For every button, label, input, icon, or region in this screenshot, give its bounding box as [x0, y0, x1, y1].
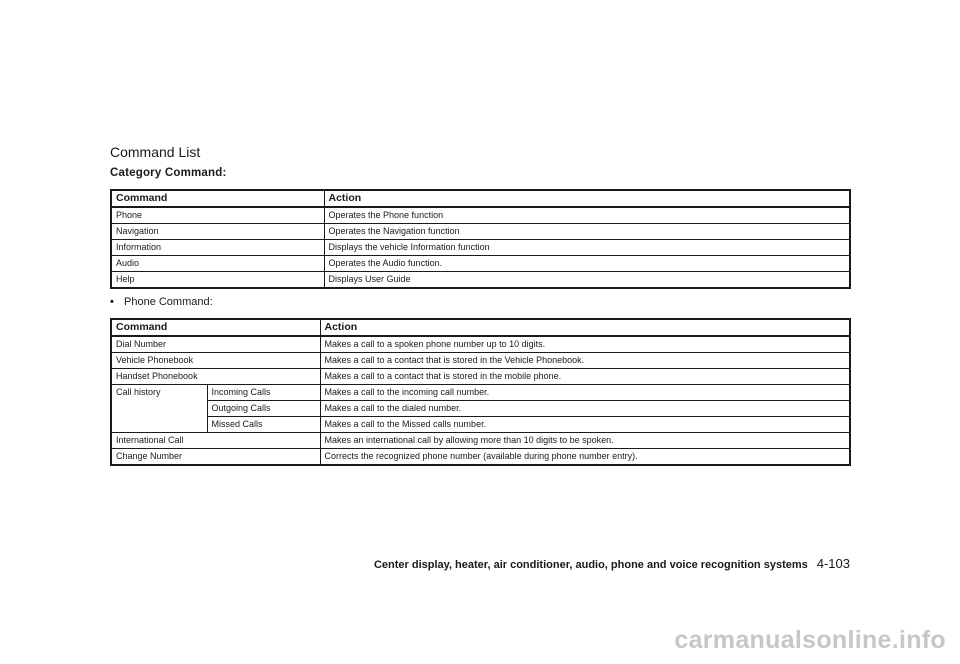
table-header-row [111, 190, 850, 207]
command-cell: Navigation [111, 224, 324, 240]
bullet-icon: • [110, 296, 114, 308]
command-cell: Change Number [111, 449, 320, 466]
subcommand-cell: Incoming Calls [207, 385, 320, 401]
table-row [111, 240, 850, 256]
table-row [111, 417, 850, 433]
table-row [111, 224, 850, 240]
section-title: Command List [110, 144, 201, 160]
subcommand-cell: Outgoing Calls [207, 401, 320, 417]
phone-command-heading [110, 296, 213, 308]
action-cell: Makes a call to the dialed number. [320, 401, 850, 417]
column-header-action: Action [320, 319, 850, 336]
action-cell: Makes a call to the Missed calls number. [320, 417, 850, 433]
table-row [111, 401, 850, 417]
page-number: 4-103 [816, 556, 850, 571]
action-cell: Operates the Phone function [324, 207, 850, 224]
phone-command-label: Phone Command: [124, 296, 213, 308]
command-cell: Vehicle Phonebook [111, 353, 320, 369]
table-row [111, 385, 850, 401]
action-cell: Corrects the recognized phone number (available during phone number entry). [320, 449, 850, 466]
command-cell: Help [111, 272, 324, 289]
column-header-command: Command [111, 190, 324, 207]
table-row [111, 207, 850, 224]
action-cell: Makes a call to a contact that is stored in the mobile phone. [320, 369, 850, 385]
footer-section-title: Center display, heater, air conditioner, audio, phone and voice recognition systems [373, 559, 808, 571]
watermark: carmanualsonline.info [674, 626, 946, 654]
command-cell: Phone [111, 207, 324, 224]
column-header-action: Action [324, 190, 850, 207]
table-row [111, 353, 850, 369]
command-cell: International Call [111, 433, 320, 449]
table-row [111, 272, 850, 289]
action-cell: Makes a call to the incoming call number. [320, 385, 850, 401]
action-cell: Displays User Guide [324, 272, 850, 289]
table-row [111, 336, 850, 353]
column-header-command: Command [111, 319, 320, 336]
call-history-cell: Call history [111, 385, 207, 433]
table-header-row [111, 319, 850, 336]
table-row [111, 449, 850, 466]
action-cell: Makes a call to a spoken phone number up to 10 digits. [320, 336, 850, 353]
command-cell: Information [111, 240, 324, 256]
table-row [111, 369, 850, 385]
command-cell: Handset Phonebook [111, 369, 320, 385]
action-cell: Operates the Audio function. [324, 256, 850, 272]
table-row [111, 256, 850, 272]
category-command-heading: Category Command: [110, 167, 227, 179]
action-cell: Makes an international call by allowing more than 10 digits to be spoken. [320, 433, 850, 449]
command-cell: Dial Number [111, 336, 320, 353]
action-cell: Operates the Navigation function [324, 224, 850, 240]
command-cell: Audio [111, 256, 324, 272]
subcommand-cell: Missed Calls [207, 417, 320, 433]
table-row [111, 433, 850, 449]
action-cell: Displays the vehicle Information function [324, 240, 850, 256]
page-footer [374, 556, 850, 571]
phone-command-table [110, 318, 851, 466]
action-cell: Makes a call to a contact that is stored in the Vehicle Phonebook. [320, 353, 850, 369]
category-command-table [110, 189, 851, 289]
